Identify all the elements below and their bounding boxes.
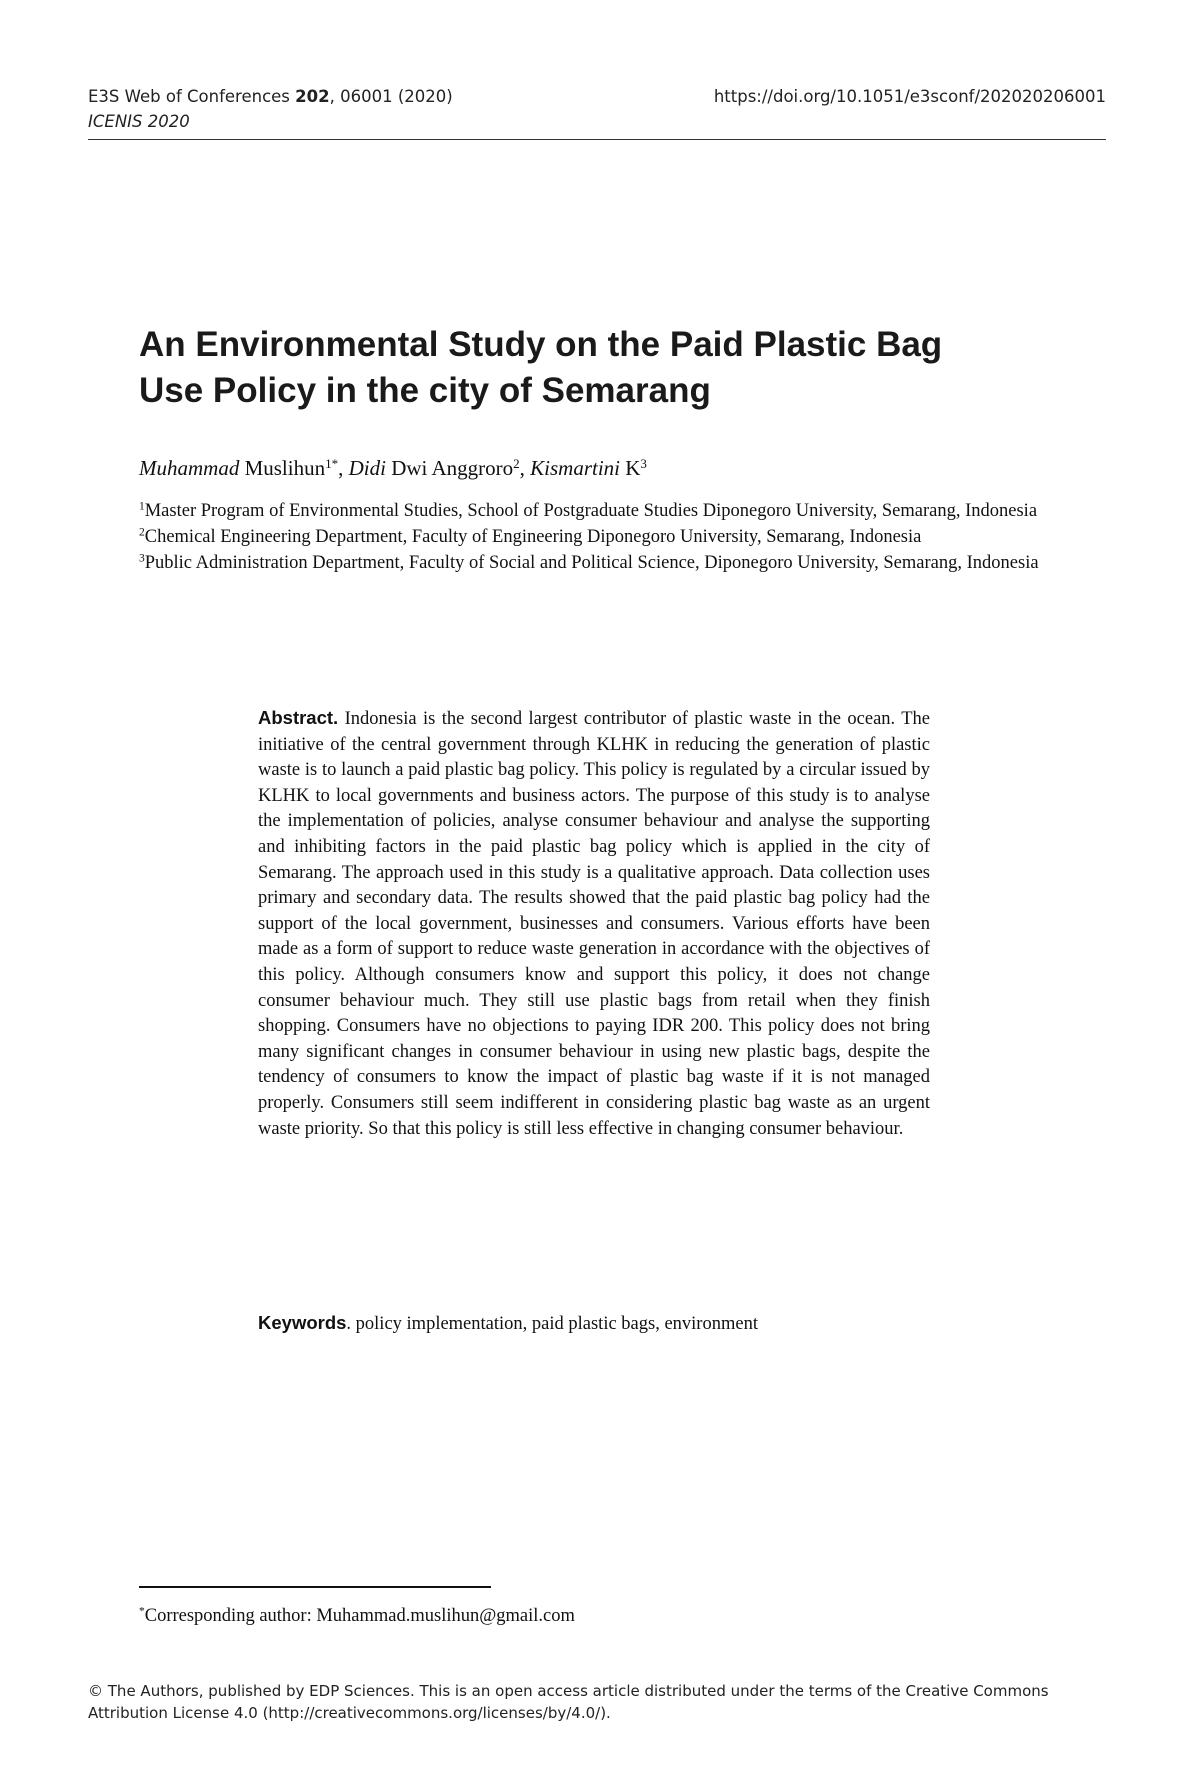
author-affiliation-mark: 1* bbox=[325, 455, 339, 471]
keywords-label: Keywords bbox=[258, 1312, 347, 1333]
title-line: Use Policy in the city of Semarang bbox=[139, 371, 711, 410]
abstract-text: Indonesia is the second largest contributor of plastic waste in the ocean. The initiative of the central government through KLHK in reducing the generation of plastic waste is to launch a paid plastic bag policy. This policy is regulated by a circular issued by KLHK to local governments and business actors. The purpose of this study is to analyse the implementation of policies, analyse consumer behaviour and analyse the supporting and inhibiting factors in the paid plastic bag policy which is applied in the city of Semarang. The approach used in this study is a qualitative approach. Data collection uses primary and secondary data. The results showed that the paid plastic bag policy had the support of the local government, businesses and consumers. Various efforts have been made as a form of support to reduce waste generation in accordance with the objectives of this policy. Although consumers know and support this policy, it does not change consumer behaviour much. They still use plastic bags from retail when they finish shopping. Consumers have no objections to paying IDR 200. This policy does not bring many significant changes in consumer behaviour in using new plastic bags, despite the tendency of consumers to know the impact of plastic bag waste if it is not managed properly. Consumers still seem indifferent in considering plastic bag waste as an urgent waste priority. So that this policy is still less effective in changing consumer behaviour. bbox=[258, 709, 930, 1139]
abstract-label: Abstract. bbox=[258, 707, 339, 728]
header-divider bbox=[88, 139, 1106, 140]
author: Didi Dwi Anggroro$^2$, bbox=[348, 455, 531, 480]
paper-title bbox=[139, 322, 1079, 414]
running-header bbox=[88, 84, 1106, 142]
affiliation: $^3$Public Administration Department, Faculty of Social and Political Science, Diponegoro University, Semarang, Indonesia bbox=[139, 552, 1039, 573]
keywords bbox=[258, 1310, 958, 1337]
keywords-text: . policy implementation, paid plastic bags, environment bbox=[346, 1314, 758, 1334]
journal-citation: E3S Web of Conferences 202, 06001 (2020) bbox=[88, 87, 453, 106]
affiliation-list bbox=[139, 498, 1039, 576]
author-list bbox=[139, 454, 1079, 482]
footnote-divider bbox=[139, 1586, 491, 1588]
corresponding-author-footnote: *Corresponding author: Muhammad.muslihun@gmail.com bbox=[139, 1605, 575, 1626]
license-line: Attribution License 4.0 (http://creativecommons.org/licenses/by/4.0/). bbox=[88, 1704, 611, 1722]
volume-number: 202 bbox=[295, 87, 330, 106]
affiliation: $^1$Master Program of Environmental Studies, School of Postgraduate Studies Diponegoro University, Semarang, Indonesia bbox=[139, 500, 1038, 521]
doi-link[interactable]: https://doi.org/10.1051/e3sconf/202020206001 bbox=[713, 87, 1106, 106]
abstract bbox=[258, 705, 930, 1142]
license-line: © The Authors, published by EDP Sciences. This is an open access article distributed under the terms of the Creative Commons bbox=[88, 1682, 1049, 1700]
author: Muhammad Muslihun$^{1*}$, bbox=[139, 455, 349, 480]
conference-name: ICENIS 2020 bbox=[88, 112, 190, 131]
author-affiliation-mark: 3 bbox=[640, 455, 647, 471]
author-affiliation-mark: 2 bbox=[513, 455, 520, 471]
license-notice bbox=[88, 1680, 1106, 1724]
affiliation: $^2$Chemical Engineering Department, Faculty of Engineering Diponegoro University, Semarang, Indonesia bbox=[139, 526, 922, 547]
title-line: An Environmental Study on the Paid Plastic Bag bbox=[139, 325, 943, 364]
author: Kismartini $K^3$ bbox=[530, 455, 647, 480]
